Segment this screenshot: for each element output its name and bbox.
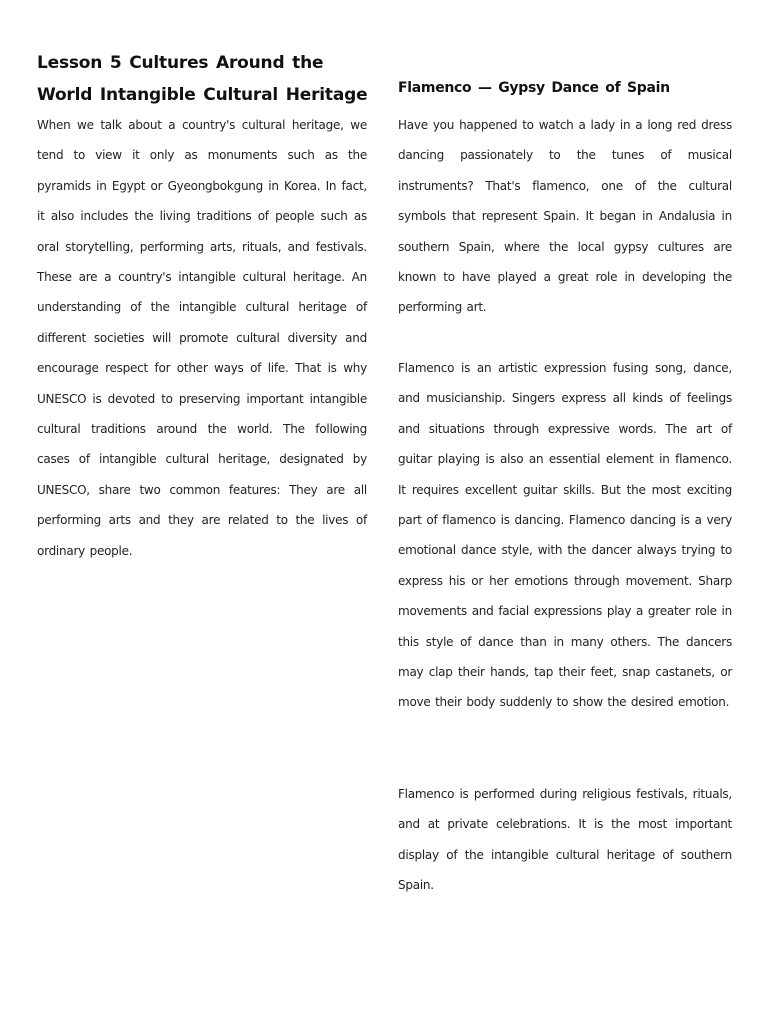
flamenco-paragraph-3: Flamenco is performed during religious festivals, rituals, and at private celebrations. It is the most important display of the intangible cultural heritage of southern Spain. — [398, 787, 732, 893]
section-title-flamenco: Flamenco — Gypsy Dance of Spain — [398, 80, 670, 96]
flamenco-paragraph-1: Have you happened to watch a lady in a long red dress dancing passionately to the tunes of musical instruments? That's flamenco, one of the cultural symbols that represent Spain. It began in Andalusia in southern Spain, where the local gypsy cultures are known to have played a great role in developing the performing art. — [398, 118, 732, 315]
lesson-title: Lesson 5 Cultures Around the World Intangible Cultural Heritage — [37, 53, 368, 105]
flamenco-paragraph-2: Flamenco is an artistic expression fusing song, dance, and musicianship. Singers express all kinds of feelings and situations through expressive words. The art of guitar playing is also an essential element in flamenco. It requires excellent guitar skills. But the most exciting part of flamenco is dancing. Flamenco dancing is a very emotional dance style, with the dancer always trying to express his or her emotions through movement. Sharp movements and facial expressions play a greater role in this style of dance than in many others. The dancers may clap their hands, tap their feet, snap castanets, or move their body suddenly to show the desired emotion. — [398, 361, 732, 710]
intro-paragraph: When we talk about a country's cultural heritage, we tend to view it only as monuments such as the pyramids in Egypt or Gyeongbokgung in Korea. In fact, it also includes the living traditions of people such as oral storytelling, performing arts, rituals, and festivals. These are a country's intangible cultural heritage. An understanding of the intangible cultural heritage of different societies will promote cultural diversity and encourage respect for other ways of life. That is why UNESCO is devoted to preserving important intangible cultural traditions around the world. The following cases of intangible cultural heritage, designated by UNESCO, share two common features: They are all performing arts and they are related to the lives of ordinary people. — [37, 118, 367, 558]
